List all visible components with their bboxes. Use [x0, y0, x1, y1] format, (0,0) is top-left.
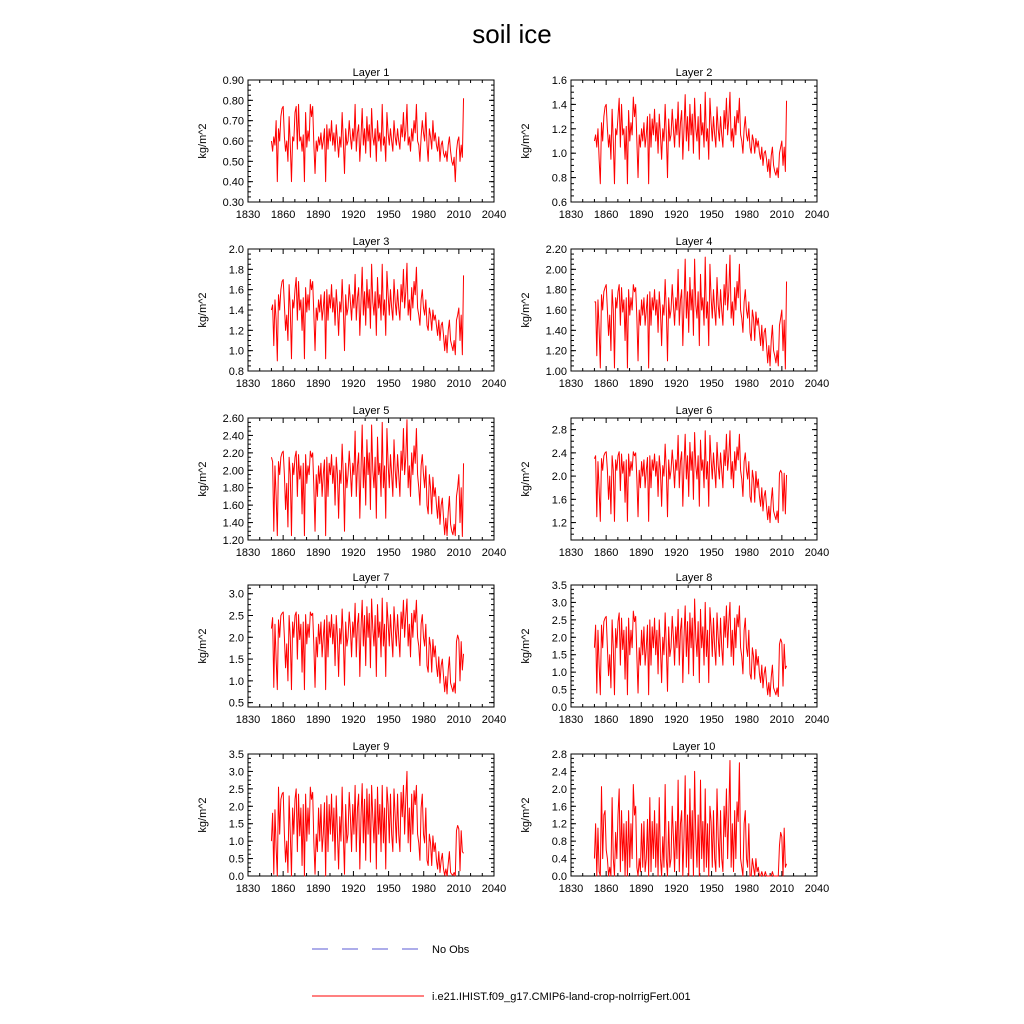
- y-tick-label: 2.5: [228, 783, 244, 796]
- series-line: [271, 598, 463, 694]
- x-tick-label: 1860: [593, 714, 619, 726]
- x-tick-label: 1890: [306, 209, 331, 221]
- y-tick-label: 0.5: [228, 697, 244, 710]
- y-tick-label: 1.4: [228, 305, 244, 317]
- x-tick-label: 2040: [804, 209, 830, 221]
- y-tick-label: 0.80: [222, 95, 244, 108]
- y-tick-label: 1.4: [551, 99, 567, 112]
- legend-model-label: i.e21.IHIST.f09_g17.CMIP6-land-crop-noIrrigFert.001: [432, 991, 691, 1003]
- series-line: [271, 263, 463, 361]
- y-tick-label: 1.2: [551, 517, 567, 530]
- y-tick-label: 0.70: [222, 115, 244, 128]
- y-axis-label: kg/m^2: [520, 628, 532, 664]
- x-tick-label: 1980: [411, 378, 436, 390]
- y-tick-label: 2.4: [551, 766, 567, 779]
- y-tick-label: 2.40: [222, 430, 244, 443]
- x-tick-label: 1950: [376, 714, 401, 726]
- y-tick-label: 1.60: [222, 500, 244, 513]
- panels: [197, 67, 829, 895]
- panel-layer-9: [197, 741, 506, 895]
- series-line: [271, 771, 463, 876]
- panel-layer-8: [520, 572, 829, 726]
- x-tick-label: 2010: [769, 547, 795, 559]
- panel-title: Layer 10: [672, 741, 716, 753]
- x-tick-label: 2040: [481, 714, 507, 726]
- panel-layer-2: [520, 67, 829, 221]
- y-tick-label: 2.20: [222, 447, 244, 460]
- panel-layer-5: [197, 405, 506, 559]
- x-tick-label: 1860: [593, 209, 619, 221]
- x-tick-label: 1980: [411, 883, 436, 895]
- y-tick-label: 2.0: [551, 632, 567, 645]
- series-line: [594, 255, 786, 369]
- legend: [312, 944, 691, 1003]
- x-tick-label: 1890: [629, 547, 654, 559]
- x-tick-label: 2010: [446, 209, 472, 221]
- y-tick-label: 1.2: [228, 325, 244, 338]
- y-tick-label: 1.5: [228, 654, 244, 667]
- y-tick-label: 2.4: [551, 447, 567, 460]
- y-tick-label: 0.40: [222, 176, 244, 189]
- x-tick-label: 1830: [235, 714, 261, 726]
- x-tick-label: 1830: [558, 714, 584, 726]
- y-tick-label: 1.5: [228, 818, 244, 831]
- x-tick-label: 2010: [769, 714, 795, 726]
- y-tick-label: 0.6: [551, 197, 567, 209]
- y-tick-label: 2.8: [551, 424, 567, 437]
- y-axis-label: kg/m^2: [197, 292, 209, 328]
- y-tick-label: 0.90: [222, 75, 244, 87]
- panel-title: Layer 8: [675, 572, 713, 584]
- panel-title: Layer 4: [675, 236, 713, 248]
- x-tick-label: 1920: [664, 378, 689, 390]
- y-tick-label: 2.0: [228, 801, 244, 814]
- x-tick-label: 1920: [341, 883, 366, 895]
- x-tick-label: 1860: [270, 209, 296, 221]
- x-tick-label: 2010: [446, 883, 472, 895]
- x-tick-label: 1920: [341, 547, 366, 559]
- legend-obs-label: No Obs: [432, 944, 470, 956]
- x-tick-label: 1890: [629, 209, 654, 221]
- x-tick-label: 1950: [376, 378, 401, 390]
- x-tick-label: 1860: [593, 883, 619, 895]
- y-axis-label: kg/m^2: [197, 461, 209, 497]
- y-tick-label: 1.20: [222, 535, 244, 547]
- x-tick-label: 1830: [235, 378, 261, 390]
- y-tick-label: 1.60: [545, 305, 567, 317]
- x-tick-label: 1890: [306, 378, 331, 390]
- y-tick-label: 2.0: [228, 632, 244, 645]
- y-tick-label: 3.0: [228, 588, 244, 601]
- x-tick-label: 1830: [235, 209, 261, 221]
- x-tick-label: 2040: [481, 209, 507, 221]
- panel-title: Layer 3: [352, 236, 390, 248]
- y-tick-label: 0.8: [228, 366, 244, 378]
- y-tick-label: 0.0: [551, 702, 567, 714]
- x-tick-label: 1950: [699, 547, 724, 559]
- y-tick-label: 2.0: [551, 783, 567, 796]
- y-tick-label: 0.50: [222, 156, 244, 169]
- y-tick-label: 0.5: [551, 684, 567, 697]
- x-tick-label: 2040: [481, 378, 507, 390]
- panel-layer-10: [520, 741, 829, 895]
- y-tick-label: 1.8: [228, 264, 244, 277]
- x-tick-label: 1950: [699, 378, 724, 390]
- x-tick-label: 1950: [699, 714, 724, 726]
- y-tick-label: 1.5: [551, 649, 567, 662]
- y-tick-label: 2.00: [545, 264, 567, 277]
- series-line: [594, 92, 786, 184]
- x-tick-label: 2040: [804, 547, 830, 559]
- y-tick-label: 1.6: [551, 75, 567, 87]
- x-tick-label: 2010: [446, 378, 472, 390]
- y-tick-label: 0.8: [551, 836, 567, 849]
- x-tick-label: 1890: [629, 378, 654, 390]
- x-tick-label: 1920: [664, 209, 689, 221]
- y-axis-label: kg/m^2: [520, 797, 532, 833]
- y-tick-label: 2.60: [222, 413, 244, 425]
- x-tick-label: 2040: [481, 547, 507, 559]
- y-tick-label: 0.4: [551, 853, 567, 866]
- y-tick-label: 1.20: [545, 345, 567, 358]
- panel-layer-4: [520, 236, 829, 390]
- y-axis-label: kg/m^2: [520, 123, 532, 159]
- y-tick-label: 1.0: [551, 667, 567, 680]
- y-tick-label: 2.20: [545, 244, 567, 256]
- x-tick-label: 1920: [664, 547, 689, 559]
- y-tick-label: 2.0: [228, 244, 244, 256]
- x-tick-label: 1950: [376, 547, 401, 559]
- x-tick-label: 1890: [306, 883, 331, 895]
- x-tick-label: 1860: [270, 547, 296, 559]
- panel-title: Layer 5: [352, 405, 390, 417]
- x-tick-label: 1860: [270, 883, 296, 895]
- x-tick-label: 2010: [769, 209, 795, 221]
- y-axis-label: kg/m^2: [520, 461, 532, 497]
- x-tick-label: 1920: [341, 714, 366, 726]
- x-tick-label: 2040: [481, 883, 507, 895]
- x-tick-label: 1920: [341, 378, 366, 390]
- x-tick-label: 1830: [235, 547, 261, 559]
- series-line: [594, 761, 786, 876]
- x-tick-label: 1950: [699, 209, 724, 221]
- x-tick-label: 1830: [558, 547, 584, 559]
- panel-layer-6: [520, 405, 829, 559]
- series-line: [594, 431, 786, 523]
- x-tick-label: 1890: [306, 714, 331, 726]
- y-tick-label: 1.40: [222, 517, 244, 530]
- y-tick-label: 2.5: [551, 614, 567, 627]
- x-tick-label: 1890: [629, 883, 654, 895]
- x-tick-label: 1830: [235, 883, 261, 895]
- y-tick-label: 1.80: [545, 284, 567, 297]
- y-tick-label: 1.6: [228, 284, 244, 297]
- x-tick-label: 1980: [734, 714, 759, 726]
- x-tick-label: 1980: [734, 209, 759, 221]
- y-tick-label: 0.0: [228, 871, 244, 883]
- x-tick-label: 1860: [593, 378, 619, 390]
- y-tick-label: 2.0: [551, 471, 567, 484]
- x-tick-label: 2040: [804, 378, 830, 390]
- panel-title: Layer 1: [352, 67, 390, 79]
- x-tick-label: 1980: [734, 378, 759, 390]
- panel-layer-7: [197, 572, 506, 726]
- panel-title: Layer 7: [352, 572, 390, 584]
- x-tick-label: 1920: [664, 714, 689, 726]
- y-axis-label: kg/m^2: [197, 628, 209, 664]
- x-tick-label: 1980: [411, 547, 436, 559]
- panel-layer-3: [197, 236, 506, 390]
- x-tick-label: 1980: [734, 547, 759, 559]
- x-tick-label: 1860: [593, 547, 619, 559]
- x-tick-label: 1980: [734, 883, 759, 895]
- y-tick-label: 3.0: [551, 597, 567, 610]
- panel-title: Layer 9: [352, 741, 390, 753]
- y-tick-label: 1.2: [551, 123, 567, 136]
- y-tick-label: 2.5: [228, 610, 244, 623]
- x-tick-label: 1890: [306, 547, 331, 559]
- y-tick-label: 1.0: [228, 836, 244, 849]
- x-tick-label: 1860: [270, 714, 296, 726]
- x-tick-label: 1950: [376, 883, 401, 895]
- x-tick-label: 1950: [699, 883, 724, 895]
- x-tick-label: 2010: [446, 547, 472, 559]
- x-tick-label: 1860: [270, 378, 296, 390]
- y-tick-label: 2.8: [551, 749, 567, 761]
- y-tick-label: 2.00: [222, 465, 244, 478]
- panel-layer-1: [197, 67, 506, 221]
- x-tick-label: 1980: [411, 209, 436, 221]
- x-tick-label: 1830: [558, 209, 584, 221]
- x-tick-label: 1830: [558, 883, 584, 895]
- y-tick-label: 1.6: [551, 494, 567, 507]
- y-tick-label: 1.40: [545, 325, 567, 338]
- x-tick-label: 1920: [341, 209, 366, 221]
- y-tick-label: 1.0: [228, 345, 244, 358]
- x-tick-label: 2040: [804, 714, 830, 726]
- y-tick-label: 0.30: [222, 197, 244, 209]
- panel-title: Layer 6: [675, 405, 713, 417]
- x-tick-label: 1950: [376, 209, 401, 221]
- y-tick-label: 3.5: [551, 580, 567, 592]
- y-tick-label: 1.2: [551, 818, 567, 831]
- series-line: [271, 98, 463, 181]
- x-tick-label: 1980: [411, 714, 436, 726]
- x-tick-label: 1920: [664, 883, 689, 895]
- y-tick-label: 0.60: [222, 136, 244, 148]
- y-tick-label: 1.6: [551, 801, 567, 814]
- x-tick-label: 2040: [804, 883, 830, 895]
- y-tick-label: 1.0: [228, 675, 244, 688]
- y-tick-label: 3.0: [228, 766, 244, 779]
- y-tick-label: 1.0: [551, 148, 567, 161]
- y-tick-label: 3.5: [228, 749, 244, 761]
- y-tick-label: 1.80: [222, 482, 244, 495]
- x-tick-label: 1890: [629, 714, 654, 726]
- y-tick-label: 0.8: [551, 172, 567, 185]
- x-tick-label: 2010: [769, 378, 795, 390]
- x-tick-label: 2010: [446, 714, 472, 726]
- y-axis-label: kg/m^2: [197, 123, 209, 159]
- panel-title: Layer 2: [675, 67, 713, 79]
- x-tick-label: 1830: [558, 378, 584, 390]
- figure-title: soil ice: [472, 19, 552, 49]
- series-line: [271, 420, 463, 537]
- y-tick-label: 1.00: [545, 366, 567, 378]
- series-line: [594, 599, 786, 697]
- y-axis-label: kg/m^2: [520, 292, 532, 328]
- x-tick-label: 2010: [769, 883, 795, 895]
- y-axis-label: kg/m^2: [197, 797, 209, 833]
- y-tick-label: 0.5: [228, 853, 244, 866]
- y-tick-label: 0.0: [551, 871, 567, 883]
